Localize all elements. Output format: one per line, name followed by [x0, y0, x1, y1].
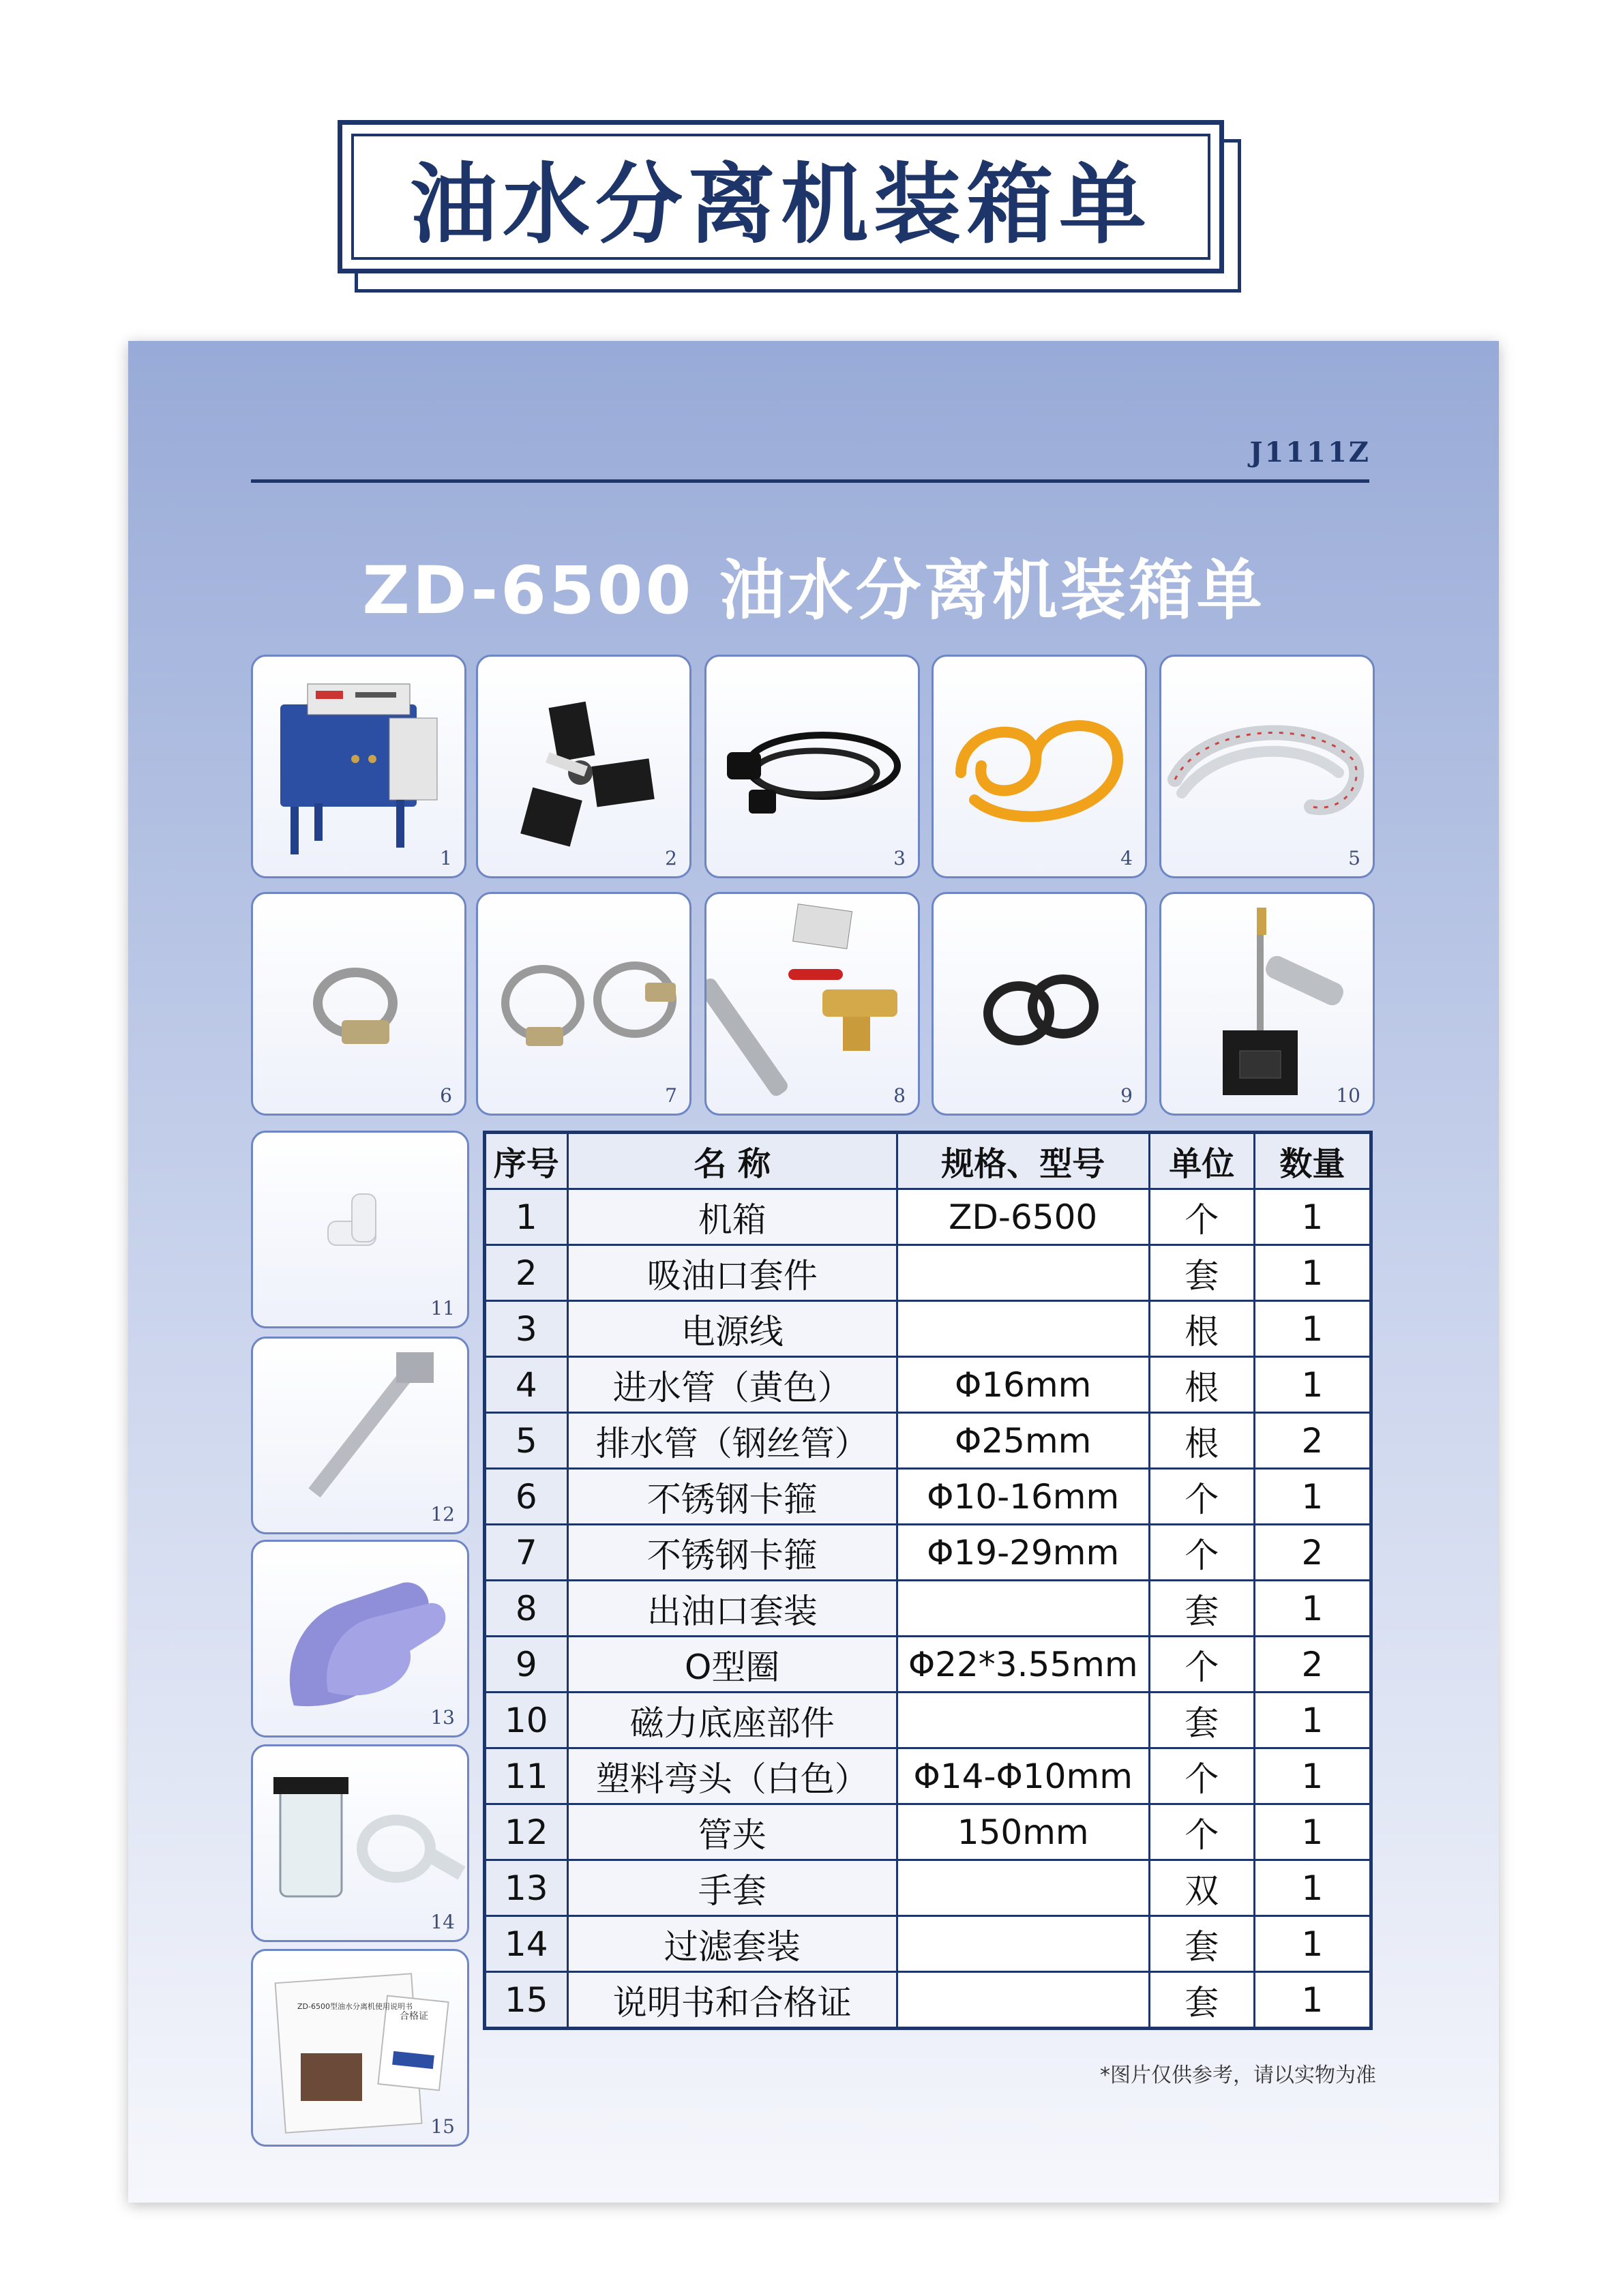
- cell-spec: [897, 1693, 1149, 1748]
- cell-unit: 个: [1149, 1748, 1254, 1804]
- cell-qty: 2: [1254, 1413, 1371, 1469]
- cell-unit: 个: [1149, 1525, 1254, 1581]
- yellow-hose-icon: [934, 657, 1149, 880]
- tile-number: 10: [1336, 1084, 1360, 1107]
- cell-name: 塑料弯头（白色）: [567, 1748, 897, 1804]
- item-tile-13: [251, 1540, 469, 1738]
- cell-spec: Φ14-Φ10mm: [897, 1748, 1149, 1804]
- cell-spec: Φ16mm: [897, 1357, 1149, 1413]
- power-cord-icon: [706, 657, 922, 880]
- item-tile-9: [932, 892, 1147, 1116]
- cell-name: 说明书和合格证: [567, 1972, 897, 2029]
- table-row: [485, 1637, 1371, 1693]
- item-tile-4: [932, 655, 1147, 878]
- cell-name: O型圈: [567, 1637, 897, 1693]
- title-box: [351, 134, 1210, 260]
- cell-no: 10: [485, 1693, 568, 1748]
- cell-no: 6: [485, 1469, 568, 1525]
- cell-qty: 2: [1254, 1637, 1371, 1693]
- table-body: [485, 1189, 1371, 2029]
- page-title: 油水分离机装箱单: [409, 153, 1152, 256]
- tile-number: 13: [430, 1706, 455, 1729]
- table-row: [485, 1525, 1371, 1581]
- cell-qty: 1: [1254, 1189, 1371, 1245]
- item-tile-11: [251, 1131, 469, 1328]
- table-row: [485, 1413, 1371, 1469]
- tile-number: 11: [430, 1297, 455, 1320]
- table-row: [485, 1860, 1371, 1916]
- table-row: [485, 1301, 1371, 1357]
- cell-no: 11: [485, 1748, 568, 1804]
- cell-name: 排水管（钢丝管）: [567, 1413, 897, 1469]
- cell-no: 9: [485, 1637, 568, 1693]
- model-code: J1111Z: [1249, 436, 1371, 468]
- cell-no: 15: [485, 1972, 568, 2029]
- item-tile-6: [251, 892, 466, 1116]
- table-row: [485, 1748, 1371, 1804]
- cell-spec: Φ22*3.55mm: [897, 1637, 1149, 1693]
- cell-spec: [897, 1972, 1149, 2029]
- cell-unit: 个: [1149, 1469, 1254, 1525]
- machine-cabinet-icon: [253, 657, 468, 880]
- cell-unit: 个: [1149, 1189, 1254, 1245]
- cell-qty: 1: [1254, 1245, 1371, 1301]
- table-row: [485, 1357, 1371, 1413]
- cell-qty: 2: [1254, 1525, 1371, 1581]
- cell-qty: 1: [1254, 1916, 1371, 1972]
- cell-name: 不锈钢卡箍: [567, 1525, 897, 1581]
- table-row: [485, 1245, 1371, 1301]
- cell-spec: [897, 1301, 1149, 1357]
- steel-wire-hose-icon: [1161, 657, 1377, 880]
- col-header-name: 名 称: [567, 1133, 897, 1189]
- tile-number: 2: [665, 847, 677, 869]
- cell-name: 机箱: [567, 1189, 897, 1245]
- panel-title: ZD-6500 油水分离机装箱单: [362, 552, 1265, 629]
- tile-number: 12: [430, 1503, 455, 1525]
- item-tile-7: [476, 892, 691, 1116]
- table-row: [485, 1804, 1371, 1860]
- cell-name: 进水管（黄色）: [567, 1357, 897, 1413]
- tile-number: 4: [1120, 847, 1133, 869]
- cell-spec: [897, 1860, 1149, 1916]
- certificate-title-text: 合格证: [400, 2011, 428, 2022]
- cell-name: 手套: [567, 1860, 897, 1916]
- cell-unit: 套: [1149, 1693, 1254, 1748]
- table-header-row: [485, 1133, 1371, 1189]
- item-tile-15: [251, 1949, 469, 2147]
- cell-spec: Φ10-16mm: [897, 1469, 1149, 1525]
- table-row: [485, 1581, 1371, 1637]
- col-header-no: 序号: [485, 1133, 568, 1189]
- tile-number: 15: [430, 2115, 455, 2138]
- cell-unit: 个: [1149, 1804, 1254, 1860]
- item-tile-3: [704, 655, 920, 878]
- oil-skimmer-icon: [478, 657, 694, 880]
- o-ring-icon: [934, 894, 1149, 1118]
- item-tile-1: [251, 655, 466, 878]
- cell-unit: 根: [1149, 1301, 1254, 1357]
- cell-qty: 1: [1254, 1581, 1371, 1637]
- table-row: [485, 1972, 1371, 2029]
- cell-spec: Φ25mm: [897, 1413, 1149, 1469]
- cell-unit: 套: [1149, 1916, 1254, 1972]
- tile-number: 9: [1120, 1084, 1133, 1107]
- cell-no: 13: [485, 1860, 568, 1916]
- cell-name: 电源线: [567, 1301, 897, 1357]
- tile-number: 5: [1348, 847, 1360, 869]
- cell-qty: 1: [1254, 1972, 1371, 2029]
- tile-number: 1: [440, 847, 452, 869]
- cell-name: 不锈钢卡箍: [567, 1469, 897, 1525]
- cell-spec: 150mm: [897, 1804, 1149, 1860]
- col-header-unit: 单位: [1149, 1133, 1254, 1189]
- table-row: [485, 1693, 1371, 1748]
- hose-clamp-icon: [253, 894, 468, 1118]
- cell-name: 管夹: [567, 1804, 897, 1860]
- cell-name: 磁力底座部件: [567, 1693, 897, 1748]
- cell-qty: 1: [1254, 1357, 1371, 1413]
- cell-unit: 个: [1149, 1637, 1254, 1693]
- tile-number: 14: [430, 1911, 455, 1933]
- tile-number: 8: [893, 1084, 906, 1107]
- cell-spec: [897, 1245, 1149, 1301]
- cell-name: 过滤套装: [567, 1916, 897, 1972]
- cell-qty: 1: [1254, 1748, 1371, 1804]
- valve-wrench-icon: [706, 894, 922, 1118]
- cell-name: 吸油口套件: [567, 1245, 897, 1301]
- col-header-spec: 规格、型号: [897, 1133, 1149, 1189]
- divider: [251, 479, 1369, 483]
- cell-qty: 1: [1254, 1301, 1371, 1357]
- tile-number: 7: [665, 1084, 677, 1107]
- cell-no: 5: [485, 1413, 568, 1469]
- table-row: [485, 1916, 1371, 1972]
- packing-list-panel: [128, 341, 1499, 2203]
- cell-no: 2: [485, 1245, 568, 1301]
- tile-number: 6: [440, 1084, 452, 1107]
- cell-unit: 根: [1149, 1413, 1254, 1469]
- cell-qty: 1: [1254, 1469, 1371, 1525]
- hose-clamps-icon: [478, 894, 694, 1118]
- item-tile-14: [251, 1744, 469, 1942]
- cell-qty: 1: [1254, 1804, 1371, 1860]
- cell-spec: [897, 1581, 1149, 1637]
- item-tile-5: [1159, 655, 1375, 878]
- cell-unit: 双: [1149, 1860, 1254, 1916]
- item-tile-2: [476, 655, 691, 878]
- cell-qty: 1: [1254, 1693, 1371, 1748]
- col-header-qty: 数量: [1254, 1133, 1371, 1189]
- table-row: [485, 1469, 1371, 1525]
- manual-title-text: ZD-6500型油水分离机使用说明书: [297, 2002, 413, 2011]
- cell-spec: [897, 1916, 1149, 1972]
- cell-qty: 1: [1254, 1860, 1371, 1916]
- cell-no: 3: [485, 1301, 568, 1357]
- item-tile-12: [251, 1337, 469, 1534]
- cell-no: 8: [485, 1581, 568, 1637]
- packing-table: [483, 1131, 1373, 2030]
- item-tile-10: [1159, 892, 1375, 1116]
- cell-unit: 套: [1149, 1245, 1254, 1301]
- cell-unit: 根: [1149, 1357, 1254, 1413]
- cell-no: 4: [485, 1357, 568, 1413]
- cell-spec: Φ19-29mm: [897, 1525, 1149, 1581]
- disclaimer-note: *图片仅供参考，请以实物为准: [1100, 2063, 1376, 2087]
- cell-spec: ZD-6500: [897, 1189, 1149, 1245]
- cell-no: 12: [485, 1804, 568, 1860]
- cell-no: 14: [485, 1916, 568, 1972]
- cell-unit: 套: [1149, 1581, 1254, 1637]
- table-row: [485, 1189, 1371, 1245]
- cell-no: 1: [485, 1189, 568, 1245]
- tile-number: 3: [893, 847, 906, 869]
- item-tile-8: [704, 892, 920, 1116]
- cell-no: 7: [485, 1525, 568, 1581]
- cell-unit: 套: [1149, 1972, 1254, 2029]
- cell-name: 出油口套装: [567, 1581, 897, 1637]
